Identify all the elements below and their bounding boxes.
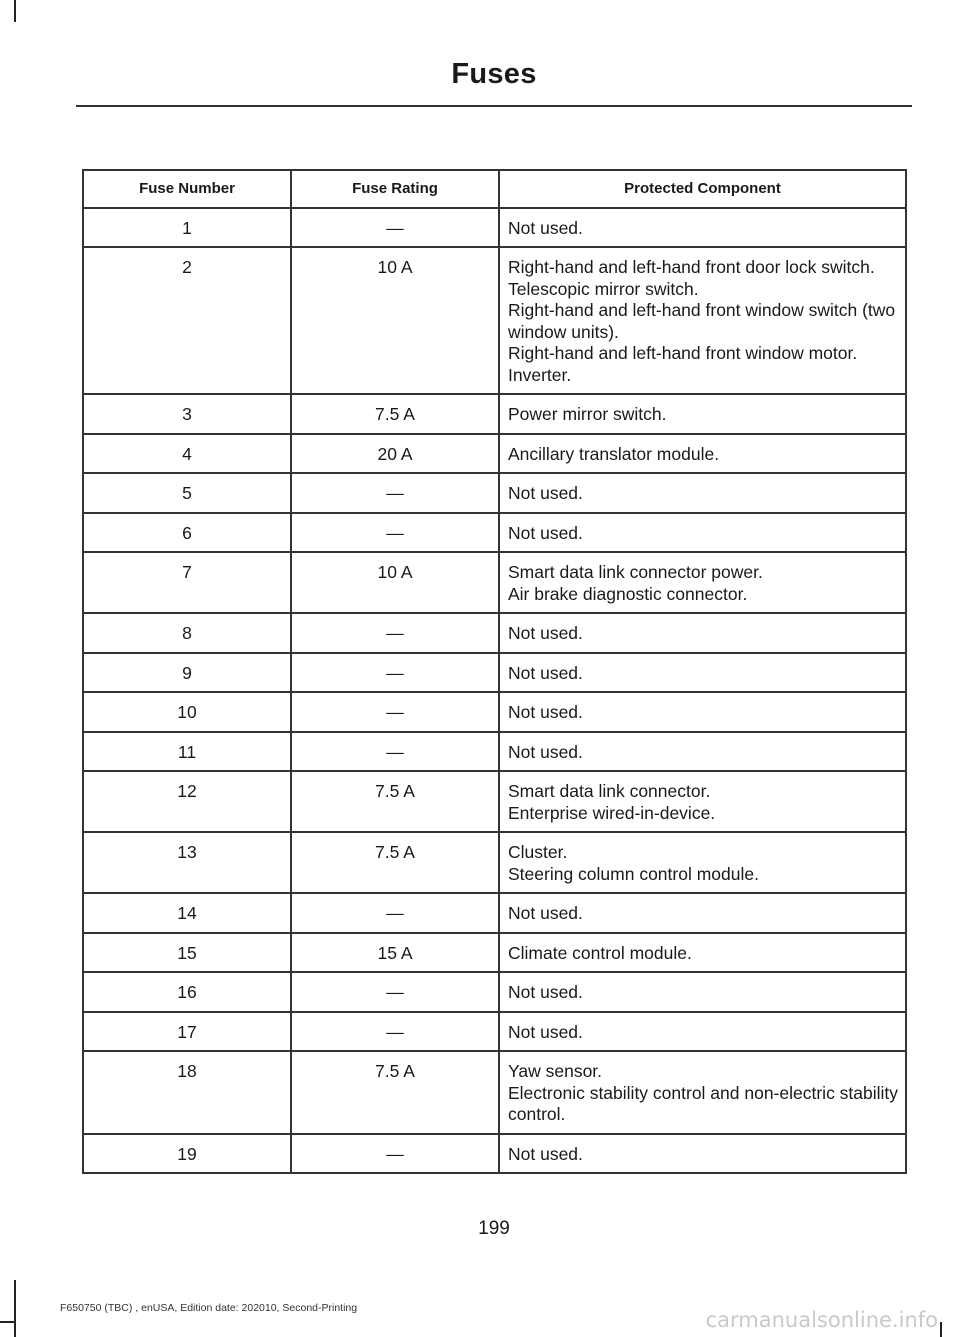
watermark: carmanualsonline.info bbox=[705, 1308, 938, 1332]
protected-component-cell bbox=[499, 692, 906, 732]
table-row bbox=[83, 1134, 906, 1174]
fuse-rating-cell: 15 A bbox=[291, 933, 499, 973]
fuse-rating-cell: — bbox=[291, 613, 499, 653]
fuse-rating-cell: — bbox=[291, 732, 499, 772]
fuse-number-cell: 8 bbox=[83, 613, 291, 653]
fuse-number-cell: 11 bbox=[83, 732, 291, 772]
protected-component-cell bbox=[499, 434, 906, 474]
page-number: 199 bbox=[478, 1218, 510, 1239]
component-line: Not used. bbox=[508, 982, 583, 1002]
component-line: Not used. bbox=[508, 483, 583, 503]
table-row bbox=[83, 1051, 906, 1134]
component-line: Cluster. bbox=[508, 842, 568, 862]
component-line: Not used. bbox=[508, 903, 583, 923]
fuse-number-cell: 17 bbox=[83, 1012, 291, 1052]
component-line: Not used. bbox=[508, 217, 583, 238]
protected-component-cell bbox=[499, 513, 906, 553]
protected-component-cell bbox=[499, 653, 906, 693]
protected-component-cell bbox=[499, 1012, 906, 1052]
fuse-number-cell: 16 bbox=[83, 972, 291, 1012]
crop-mark-bottom-right bbox=[940, 1322, 942, 1337]
table-row bbox=[83, 972, 906, 1012]
fuse-number-cell: 14 bbox=[83, 893, 291, 933]
fuse-rating-cell: — bbox=[291, 972, 499, 1012]
fuse-number-cell: 2 bbox=[83, 247, 291, 394]
component-line: Smart data link connector power. bbox=[508, 562, 763, 582]
fuse-rating-cell: — bbox=[291, 1012, 499, 1052]
fuse-rating-cell: — bbox=[291, 473, 499, 513]
fuse-number-cell: 1 bbox=[83, 208, 291, 248]
table-row bbox=[83, 893, 906, 933]
fuse-number-cell: 18 bbox=[83, 1051, 291, 1134]
component-line: Right-hand and left-hand front window motor. bbox=[508, 343, 858, 363]
protected-component-cell bbox=[499, 893, 906, 933]
fuse-rating-cell: — bbox=[291, 692, 499, 732]
fuse-table bbox=[82, 169, 907, 1174]
table-row bbox=[83, 732, 906, 772]
component-line: Smart data link connector. bbox=[508, 781, 711, 801]
fuse-number-cell: 5 bbox=[83, 473, 291, 513]
component-line: Right-hand and left-hand front door lock switch. bbox=[508, 257, 875, 277]
fuse-rating-cell: — bbox=[291, 893, 499, 933]
protected-component-cell bbox=[499, 771, 906, 832]
component-line: Yaw sensor. bbox=[508, 1061, 603, 1081]
component-line: Climate control module. bbox=[508, 942, 692, 963]
component-line: Not used. bbox=[508, 741, 583, 762]
component-line: Enterprise wired-in-device. bbox=[508, 802, 716, 823]
fuse-rating-cell: 7.5 A bbox=[291, 1051, 499, 1134]
component-line: Air brake diagnostic connector. bbox=[508, 583, 748, 604]
protected-component-cell bbox=[499, 394, 906, 434]
component-line: Electronic stability control and non-electric stability control. bbox=[508, 1082, 899, 1124]
table-row bbox=[83, 692, 906, 732]
component-line: Telescopic mirror switch. bbox=[508, 278, 699, 299]
table-row bbox=[83, 832, 906, 893]
fuse-rating-cell: 20 A bbox=[291, 434, 499, 474]
protected-component-cell bbox=[499, 732, 906, 772]
fuse-rating-cell: 7.5 A bbox=[291, 394, 499, 434]
fuse-number-cell: 3 bbox=[83, 394, 291, 434]
header-divider bbox=[76, 105, 912, 107]
component-line: Right-hand and left-hand front window switch (two window units). bbox=[508, 300, 896, 342]
component-line: Not used. bbox=[508, 522, 583, 543]
fuse-rating-cell: 7.5 A bbox=[291, 832, 499, 893]
page-title: Fuses bbox=[451, 58, 537, 90]
protected-component-cell bbox=[499, 613, 906, 653]
table-row bbox=[83, 933, 906, 973]
column-header-protected-component: Protected Component bbox=[499, 170, 906, 208]
table-row bbox=[83, 434, 906, 474]
column-header-fuse-number: Fuse Number bbox=[83, 170, 291, 208]
table-row bbox=[83, 473, 906, 513]
table-row bbox=[83, 513, 906, 553]
table-row bbox=[83, 552, 906, 613]
component-line: Ancillary translator module. bbox=[508, 443, 720, 464]
column-header-fuse-rating: Fuse Rating bbox=[291, 170, 499, 208]
fuse-number-cell: 4 bbox=[83, 434, 291, 474]
protected-component-cell bbox=[499, 933, 906, 973]
component-line: Not used. bbox=[508, 662, 583, 683]
fuse-rating-cell: 10 A bbox=[291, 552, 499, 613]
table-row bbox=[83, 1012, 906, 1052]
fuse-rating-cell: 10 A bbox=[291, 247, 499, 394]
table-header-row bbox=[83, 170, 906, 208]
component-line: Power mirror switch. bbox=[508, 404, 667, 424]
fuse-number-cell: 19 bbox=[83, 1134, 291, 1174]
table-row bbox=[83, 613, 906, 653]
table-row bbox=[83, 247, 906, 394]
protected-component-cell bbox=[499, 972, 906, 1012]
fuse-rating-cell: 7.5 A bbox=[291, 771, 499, 832]
fuse-number-cell: 9 bbox=[83, 653, 291, 693]
fuse-rating-cell: — bbox=[291, 653, 499, 693]
component-line: Steering column control module. bbox=[508, 863, 759, 884]
protected-component-cell bbox=[499, 473, 906, 513]
fuse-rating-cell: — bbox=[291, 513, 499, 553]
component-line: Not used. bbox=[508, 702, 583, 722]
fuse-number-cell: 10 bbox=[83, 692, 291, 732]
protected-component-cell bbox=[499, 1134, 906, 1174]
crop-mark-bottom-left-h bbox=[0, 1321, 14, 1323]
fuse-number-cell: 7 bbox=[83, 552, 291, 613]
edition-info: F650750 (TBC) , enUSA, Edition date: 202010, Second-Printing bbox=[60, 1302, 358, 1314]
fuse-number-cell: 15 bbox=[83, 933, 291, 973]
protected-component-cell bbox=[499, 247, 906, 394]
table-row bbox=[83, 208, 906, 248]
table-row bbox=[83, 394, 906, 434]
component-line: Inverter. bbox=[508, 364, 572, 385]
fuse-number-cell: 6 bbox=[83, 513, 291, 553]
fuse-rating-cell: — bbox=[291, 208, 499, 248]
protected-component-cell bbox=[499, 552, 906, 613]
protected-component-cell bbox=[499, 208, 906, 248]
crop-mark-bottom-left bbox=[14, 1280, 16, 1337]
component-line: Not used. bbox=[508, 1143, 583, 1164]
crop-mark-top-left bbox=[14, 0, 16, 22]
table-row bbox=[83, 771, 906, 832]
fuse-rating-cell: — bbox=[291, 1134, 499, 1174]
protected-component-cell bbox=[499, 832, 906, 893]
fuse-number-cell: 12 bbox=[83, 771, 291, 832]
component-line: Not used. bbox=[508, 623, 583, 643]
protected-component-cell bbox=[499, 1051, 906, 1134]
component-line: Not used. bbox=[508, 1021, 583, 1042]
fuse-number-cell: 13 bbox=[83, 832, 291, 893]
table-row bbox=[83, 653, 906, 693]
